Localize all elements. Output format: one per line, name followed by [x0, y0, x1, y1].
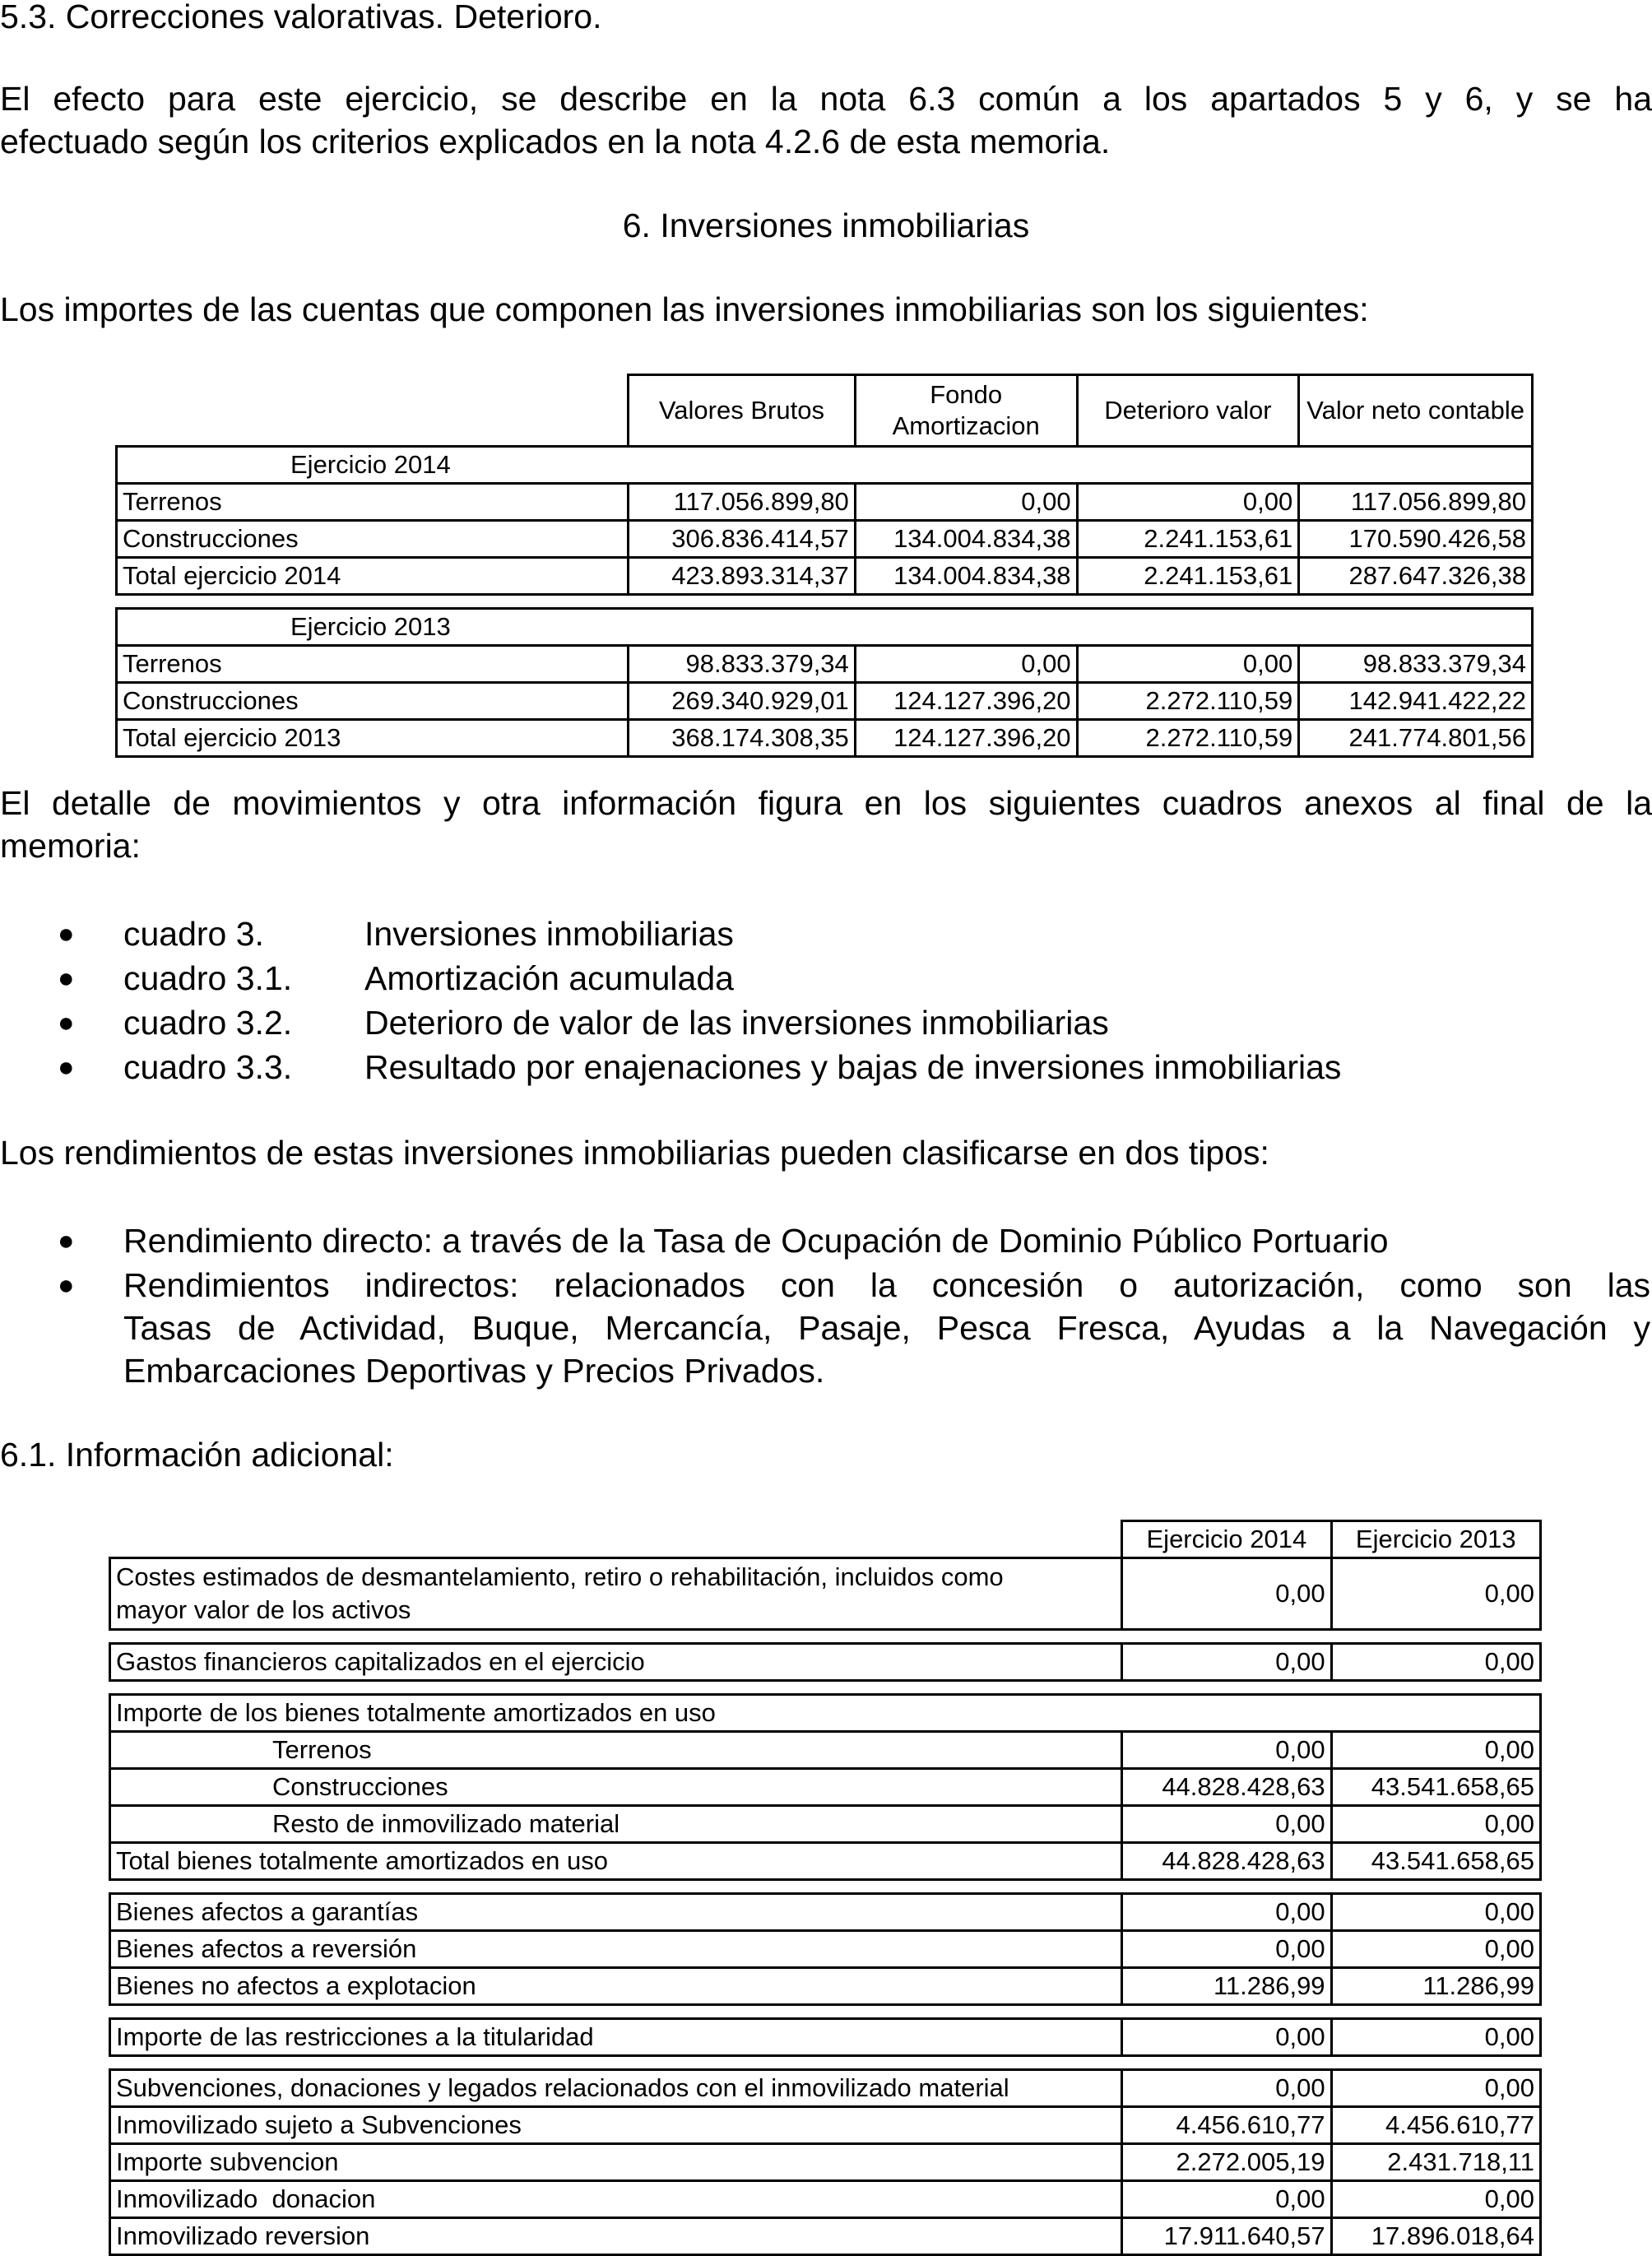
- table-row: [110, 1558, 1541, 1630]
- cell-value: 0,00: [1331, 2070, 1540, 2107]
- table-row: [110, 2107, 1541, 2144]
- table-row: [110, 1968, 1541, 2005]
- cell-value: 0,00: [1331, 2181, 1540, 2218]
- cell-value: 0,00: [1122, 1894, 1331, 1931]
- row-label: Construcciones: [117, 683, 629, 720]
- cell-value: 98.833.379,34: [1299, 646, 1533, 683]
- table-row: [110, 1894, 1541, 1931]
- cell-value: 43.541.658,65: [1331, 1769, 1540, 1806]
- cell-value: 0,00: [1331, 1558, 1540, 1630]
- row-label: Total bienes totalmente amortizados en uso: [110, 1843, 1122, 1880]
- row-label: Terrenos: [117, 484, 629, 521]
- cuadro-text: Amortización acumulada: [364, 959, 734, 997]
- paragraph-efecto-line2: efectuado según los criterios explicados en la nota 4.2.6 de esta memoria.: [0, 123, 1111, 160]
- table-gap: [110, 1880, 1541, 1894]
- cell-value: 287.647.326,38: [1299, 558, 1533, 595]
- row-label: Total ejercicio 2013: [117, 720, 629, 757]
- table-row: [117, 646, 1533, 683]
- cell-value: 44.828.428,63: [1122, 1769, 1331, 1806]
- cell-value: 124.127.396,20: [855, 720, 1077, 757]
- row-label: Importe subvencion: [110, 2144, 1122, 2181]
- table-row: [117, 558, 1533, 595]
- row-label: Inmovilizado reversion: [110, 2218, 1122, 2255]
- row-label: Terrenos: [110, 1732, 1122, 1769]
- cell-value: 0,00: [1077, 484, 1299, 521]
- bullet-icon: ●: [58, 1007, 75, 1038]
- table-row: [110, 1732, 1541, 1769]
- paragraph-importes: Los importes de las cuentas que componen las inversiones inmobiliarias son los siguientes:: [0, 290, 1369, 328]
- table-row: [110, 1769, 1541, 1806]
- table-row: [110, 1931, 1541, 1968]
- table-row: [117, 484, 1533, 521]
- cell-value: 11.286,99: [1331, 1968, 1540, 2005]
- table-gap: [110, 2056, 1541, 2070]
- table-gap: [110, 2005, 1541, 2019]
- row-label: Total ejercicio 2014: [117, 558, 629, 595]
- table-row: [117, 720, 1533, 757]
- table-row: [110, 2019, 1541, 2056]
- cell-value: 2.272.110,59: [1077, 683, 1299, 720]
- paragraph-rendimientos: Los rendimientos de estas inversiones inmobiliarias pueden clasificarse en dos tipos:: [0, 1134, 1269, 1172]
- table-row: [117, 683, 1533, 720]
- row-label: Importe de las restricciones a la titularidad: [110, 2019, 1122, 2056]
- cuadro-text: Inversiones inmobiliarias: [364, 915, 734, 953]
- cell-value: 241.774.801,56: [1299, 720, 1533, 757]
- cell-value: 17.896.018,64: [1331, 2218, 1540, 2255]
- cell-value: 0,00: [1331, 1894, 1540, 1931]
- cell-value: 124.127.396,20: [855, 683, 1077, 720]
- informacion-adicional-table: [109, 1520, 1542, 2256]
- paragraph-detalle-line1: El detalle de movimientos y otra información figura en los siguientes cuadros anexos al final de la: [0, 784, 1652, 822]
- cell-value: 117.056.899,80: [1299, 484, 1533, 521]
- cell-value: 2.241.153,61: [1077, 558, 1299, 595]
- table-row: [110, 2144, 1541, 2181]
- cell-value: 0,00: [1122, 2181, 1331, 2218]
- cell-value: 17.911.640,57: [1122, 2218, 1331, 2255]
- cell-value: 0,00: [1077, 646, 1299, 683]
- header-fondo-amortizacion: Fondo Amortizacion: [855, 375, 1077, 447]
- cuadro-number: cuadro 3.2.: [123, 1004, 293, 1042]
- section-heading-5-3: 5.3. Correcciones valorativas. Deterioro.: [0, 0, 602, 35]
- year-2013-label: Ejercicio 2013: [117, 609, 1533, 646]
- paragraph-efecto-line1: El efecto para este ejercicio, se describe en la nota 6.3 común a los apartados 5 y 6, y se ha: [0, 80, 1652, 118]
- cell-value: 43.541.658,65: [1331, 1843, 1540, 1880]
- row-label: Terrenos: [117, 646, 629, 683]
- row-label: Bienes no afectos a explotacion: [110, 1968, 1122, 2005]
- cell-value: 98.833.379,34: [629, 646, 856, 683]
- cell-value: 306.836.414,57: [629, 521, 856, 558]
- row-label: Inmovilizado donacion: [110, 2181, 1122, 2218]
- cell-value: 0,00: [1122, 1732, 1331, 1769]
- cell-value: 2.241.153,61: [1077, 521, 1299, 558]
- row-label: Subvenciones, donaciones y legados relacionados con el inmovilizado material: [110, 2070, 1122, 2107]
- rendimiento-directo: Rendimiento directo: a través de la Tasa de Ocupación de Dominio Público Portuario: [123, 1222, 1389, 1260]
- cell-value: 142.941.422,22: [1299, 683, 1533, 720]
- header-valores-brutos: Valores Brutos: [629, 375, 856, 447]
- cell-value: 2.431.718,11: [1331, 2144, 1540, 2181]
- cell-value: 0,00: [1122, 1806, 1331, 1843]
- row-label: Inmovilizado sujeto a Subvenciones: [110, 2107, 1122, 2144]
- cell-value: 11.286,99: [1122, 1968, 1331, 2005]
- row-label: Bienes afectos a reversión: [110, 1931, 1122, 1968]
- cell-value: 134.004.834,38: [855, 521, 1077, 558]
- cell-value: 0,00: [855, 646, 1077, 683]
- cuadro-number: cuadro 3.: [123, 915, 264, 953]
- cell-value: 423.893.314,37: [629, 558, 856, 595]
- section-heading-6: 6. Inversiones inmobiliarias: [622, 207, 1030, 244]
- table-row: [110, 1843, 1541, 1880]
- costes-line2: mayor valor de los activos: [116, 1595, 411, 1624]
- bullet-icon: ●: [58, 963, 75, 994]
- section-heading-6-1: 6.1. Información adicional:: [0, 1436, 394, 1474]
- paragraph-detalle-line2: memoria:: [0, 827, 141, 865]
- row-label: Bienes afectos a garantías: [110, 1894, 1122, 1931]
- table-gap: [117, 595, 1533, 609]
- table-row: [110, 1644, 1541, 1681]
- cell-value: 0,00: [1122, 2019, 1331, 2056]
- cell-value: 0,00: [1122, 1558, 1331, 1630]
- rendimiento-indirecto-line1: Rendimientos indirectos: relacionados con la concesión o autorización, como son las: [123, 1266, 1650, 1304]
- cell-value: 0,00: [1331, 1732, 1540, 1769]
- header-valor-neto: Valor neto contable: [1299, 375, 1533, 447]
- table-row: [110, 1806, 1541, 1843]
- rendimiento-indirecto-line3: Embarcaciones Deportivas y Precios Privados.: [123, 1352, 825, 1390]
- cell-value: 269.340.929,01: [629, 683, 856, 720]
- cell-value: 44.828.428,63: [1122, 1843, 1331, 1880]
- row-label: Resto de inmovilizado material: [110, 1806, 1122, 1843]
- cell-value: 0,00: [1122, 1931, 1331, 1968]
- table-gap: [110, 1630, 1541, 1644]
- table-row: [117, 521, 1533, 558]
- header-ejercicio-2014: Ejercicio 2014: [1122, 1521, 1331, 1558]
- cuadro-text: Resultado por enajenaciones y bajas de inversiones inmobiliarias: [364, 1048, 1342, 1086]
- costes-line1: Costes estimados de desmantelamiento, retiro o rehabilitación, incluidos como: [116, 1562, 1004, 1591]
- amortizados-title: Importe de los bienes totalmente amortizados en uso: [110, 1695, 1541, 1732]
- cuadro-text: Deterioro de valor de las inversiones inmobiliarias: [364, 1004, 1109, 1042]
- cell-value: 0,00: [855, 484, 1077, 521]
- row-label: Gastos financieros capitalizados en el ejercicio: [110, 1644, 1122, 1681]
- cell-value: 0,00: [1122, 1644, 1331, 1681]
- cuadro-number: cuadro 3.3.: [123, 1048, 293, 1086]
- bullet-icon: ●: [58, 918, 75, 949]
- cell-value: 0,00: [1331, 1644, 1540, 1681]
- cell-value: 134.004.834,38: [855, 558, 1077, 595]
- inversiones-table: [115, 374, 1534, 758]
- cell-value: 0,00: [1122, 2070, 1331, 2107]
- header-deterioro-valor: Deterioro valor: [1077, 375, 1299, 447]
- cell-value: 4.456.610,77: [1331, 2107, 1540, 2144]
- table-row: [110, 2181, 1541, 2218]
- cell-value: 2.272.110,59: [1077, 720, 1299, 757]
- cell-value: 117.056.899,80: [629, 484, 856, 521]
- cell-value: 0,00: [1331, 1931, 1540, 1968]
- cell-value: 2.272.005,19: [1122, 2144, 1331, 2181]
- header-spacer: [110, 1521, 1122, 1558]
- cell-value: 170.590.426,58: [1299, 521, 1533, 558]
- row-label: Construcciones: [110, 1769, 1122, 1806]
- rendimiento-indirecto-line2: Tasas de Actividad, Buque, Mercancía, Pasaje, Pesca Fresca, Ayudas a la Navegación y: [123, 1309, 1650, 1347]
- bullet-icon: ●: [58, 1225, 75, 1256]
- table-row: [110, 2070, 1541, 2107]
- cell-value: 0,00: [1331, 2019, 1540, 2056]
- row-label-costes: [110, 1558, 1122, 1630]
- year-2014-label: Ejercicio 2014: [117, 447, 1533, 484]
- table-gap: [110, 1681, 1541, 1695]
- cuadro-number: cuadro 3.1.: [123, 959, 293, 997]
- cell-value: 4.456.610,77: [1122, 2107, 1331, 2144]
- cell-value: 368.174.308,35: [629, 720, 856, 757]
- bullet-icon: ●: [58, 1051, 75, 1083]
- table-row: [110, 2218, 1541, 2255]
- header-ejercicio-2013: Ejercicio 2013: [1331, 1521, 1540, 1558]
- cell-value: 0,00: [1331, 1806, 1540, 1843]
- bullet-icon: ●: [58, 1270, 75, 1301]
- header-spacer: [117, 375, 629, 447]
- row-label: Construcciones: [117, 521, 629, 558]
